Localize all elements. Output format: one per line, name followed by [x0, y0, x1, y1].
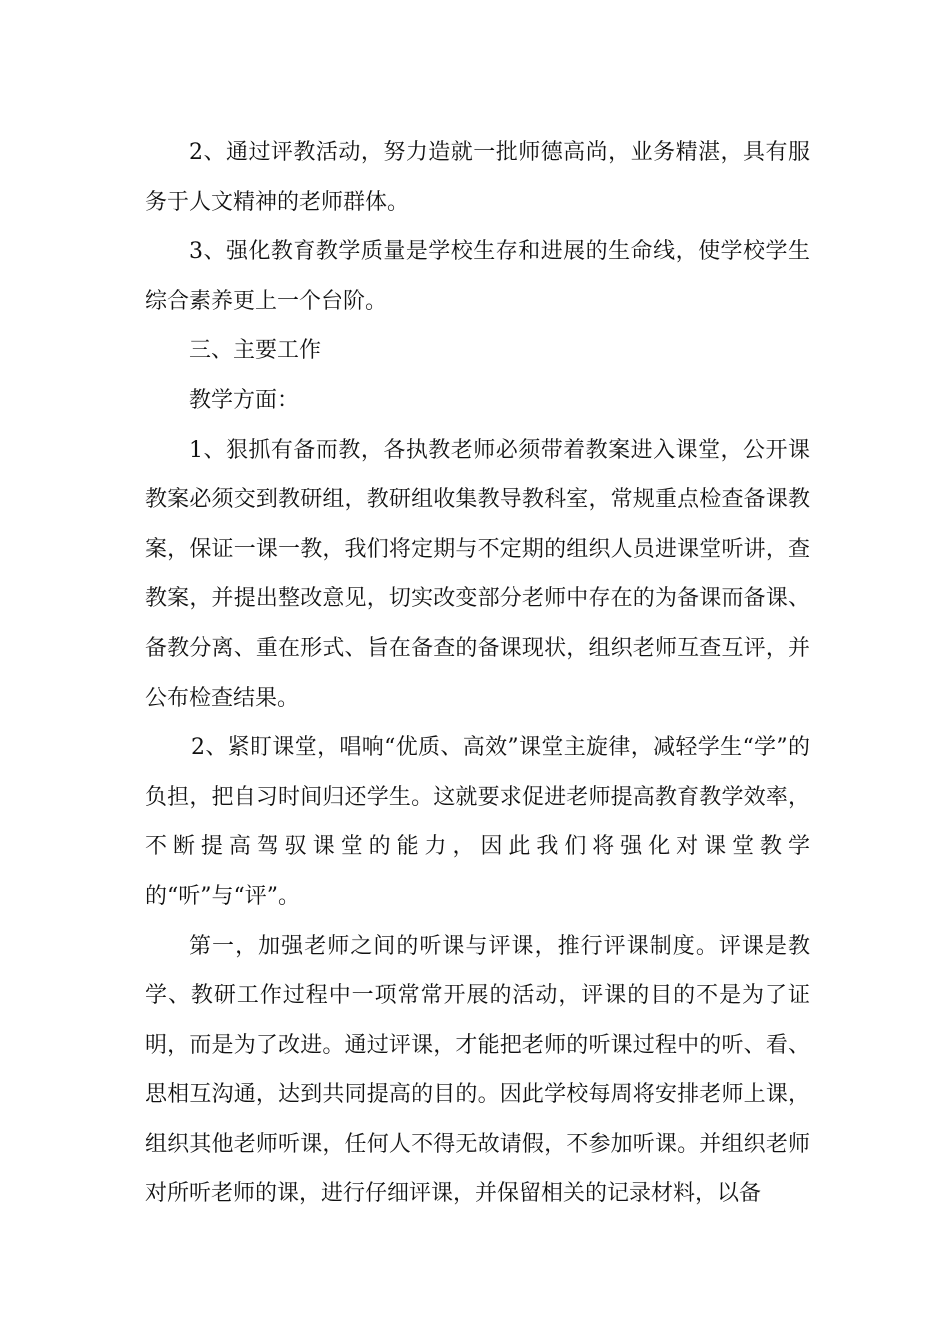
section-heading-main-work: 三、主要工作 — [189, 338, 322, 364]
paragraph-item-2: 2、紧盯课堂，唱响“优质、高效”课堂主旋律，减轻学生“学”的负担，把自习时间归还学生。这就要求促进老师提高教育教学效率，不断提高驾驭课堂的能力，因此我们将强化对课堂教学的“听”与“评”。 — [145, 735, 810, 909]
paragraph-first: 第一，加强老师之间的听课与评课，推行评课制度。评课是教学、教研工作过程中一项常常开展的活动，评课的目的不是为了证明，而是为了改进。通过评课，才能把老师的听课过程中的听、看、思相互沟通，达到共同提高的目的。因此学校每周将安排老师上课，组织其他老师听课，任何人不得无故请假，不参加听课。并组织老师对所听老师的课，进行仔细评课，并保留相关的记录材料，以备 — [145, 933, 810, 1207]
paragraph-goal-2: 2、通过评教活动，努力造就一批师德高尚，业务精湛，具有服务于人文精神的老师群体。 — [145, 140, 810, 215]
paragraph-goal-3: 3、强化教育教学质量是学校生存和进展的生命线，使学校学生综合素养更上一个台阶。 — [145, 239, 810, 314]
subheading-teaching: 教学方面： — [189, 387, 300, 413]
paragraph-item-1: 1、狠抓有备而教，各执教老师必须带着教案进入课堂，公开课教案必须交到教研组，教研组收集教导教科室，常规重点检查备课教案，保证一课一教，我们将定期与不定期的组织人员进课堂听讲，查教案，并提出整改意见，切实改变部分老师中存在的为备课而备课、备教分离、重在形式、旨在备查的备课现状，组织老师互查互评，并公布检查结果。 — [145, 437, 810, 711]
document-body — [145, 128, 810, 1219]
